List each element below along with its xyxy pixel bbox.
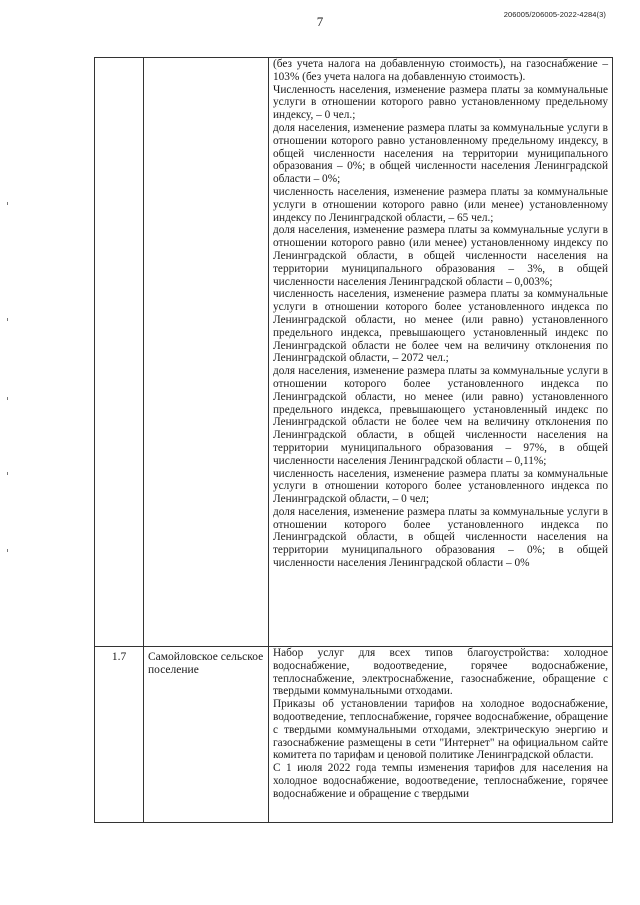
paragraph: С 1 июля 2022 года темпы изменения тарифов для населения на холодное водоснабжение, водоотведение, теплоснабжение, горячее водоснабжение и обращение с твердыми <box>273 762 608 800</box>
paragraph: доля населения, изменение размера платы за коммунальные услуги в отношении которого более установленного индекса по Ленинградской области, но менее (или равно) установленного предельного индекса, превышающего установленный индекс по Ленинградской области не более чем на величину отклонения по Ленинградской области, в общей численности населения на территории муниципального образования – 97%, в общей численности населения Ленинградской области – 0,11%; <box>273 365 608 467</box>
document-code: 206005/206005-2022-4284(3) <box>503 10 606 19</box>
table-row <box>95 647 613 823</box>
row-number-cell <box>95 58 144 647</box>
settlement-name-cell <box>144 58 269 647</box>
settlement-name-cell: Самойловское сельское поселение <box>144 647 269 823</box>
scan-edge-mark <box>7 549 8 552</box>
paragraph: Набор услуг для всех типов благоустройства: холодное водоснабжение, водоотведение, горячее водоснабжение, теплоснабжение, электроснабжение, газоснабжение, обращение с твердыми коммунальными отходами. <box>273 647 608 698</box>
paragraph: доля населения, изменение размера платы за коммунальные услуги в отношении которого равно установленному предельному индексу, в общей численности населения на территории муниципального образования – 0%; в общей численности населения Ленинградской области – 0%; <box>273 121 608 186</box>
paragraph: численность населения, изменение размера платы за коммунальные услуги в отношении которого более установленного индекса по Ленинградской области, – 0 чел; <box>273 467 608 506</box>
scan-edge-mark <box>7 397 8 400</box>
paragraph: (без учета налога на добавленную стоимость), на газоснабжение – 103% (без учета налога на добавленную стоимость). <box>273 58 608 83</box>
scan-edge-mark <box>7 202 8 205</box>
description-cell <box>269 647 613 823</box>
paragraph: Численность населения, изменение размера платы за коммунальные услуги в отношении которого равно установленному предельному индексу, – 0 чел.; <box>273 83 608 122</box>
paragraph: доля населения, изменение размера платы за коммунальные услуги в отношении которого более установленного индекса по Ленинградской области, в общей численности населения на территории муниципального образования – 0%; в общей численности населения Ленинградской области – 0% <box>273 505 608 570</box>
tariff-table <box>94 57 613 823</box>
scan-edge-mark <box>7 472 8 475</box>
paragraph: численность населения, изменение размера платы за коммунальные услуги в отношении которого более установленного индекса по Ленинградской области, но менее (или равно) установленного предельного индекса, превышающего установленный индекс по Ленинградской области не более чем на величину отклонения по Ленинградской области, – 2072 чел.; <box>273 288 608 365</box>
table-row <box>95 58 613 647</box>
paragraph: Приказы об установлении тарифов на холодное водоснабжение, водоотведение, теплоснабжение, горячее водоснабжение, обращение с твердыми коммунальными отходами, электрическую энергию и газоснабжение размещены в сети "Интернет" на официальном сайте комитета по тарифам и ценовой политике Ленинградской области. <box>273 698 608 762</box>
paragraph: численность населения, изменение размера платы за коммунальные услуги в отношении которого равно (или менее) установленному индексу по Ленинградской области, – 65 чел.; <box>273 185 608 224</box>
row-number-cell: 1.7 <box>95 647 144 823</box>
page-number: 7 <box>316 14 324 29</box>
description-cell <box>269 58 613 647</box>
scan-edge-mark <box>7 318 8 321</box>
paragraph: доля населения, изменение размера платы за коммунальные услуги в отношении которого равно (или менее) установленному индексу по Ленинградской области, в общей численности населения на территории муниципального образования – 3%, в общей численности населения Ленинградской области – 0,003%; <box>273 224 608 288</box>
